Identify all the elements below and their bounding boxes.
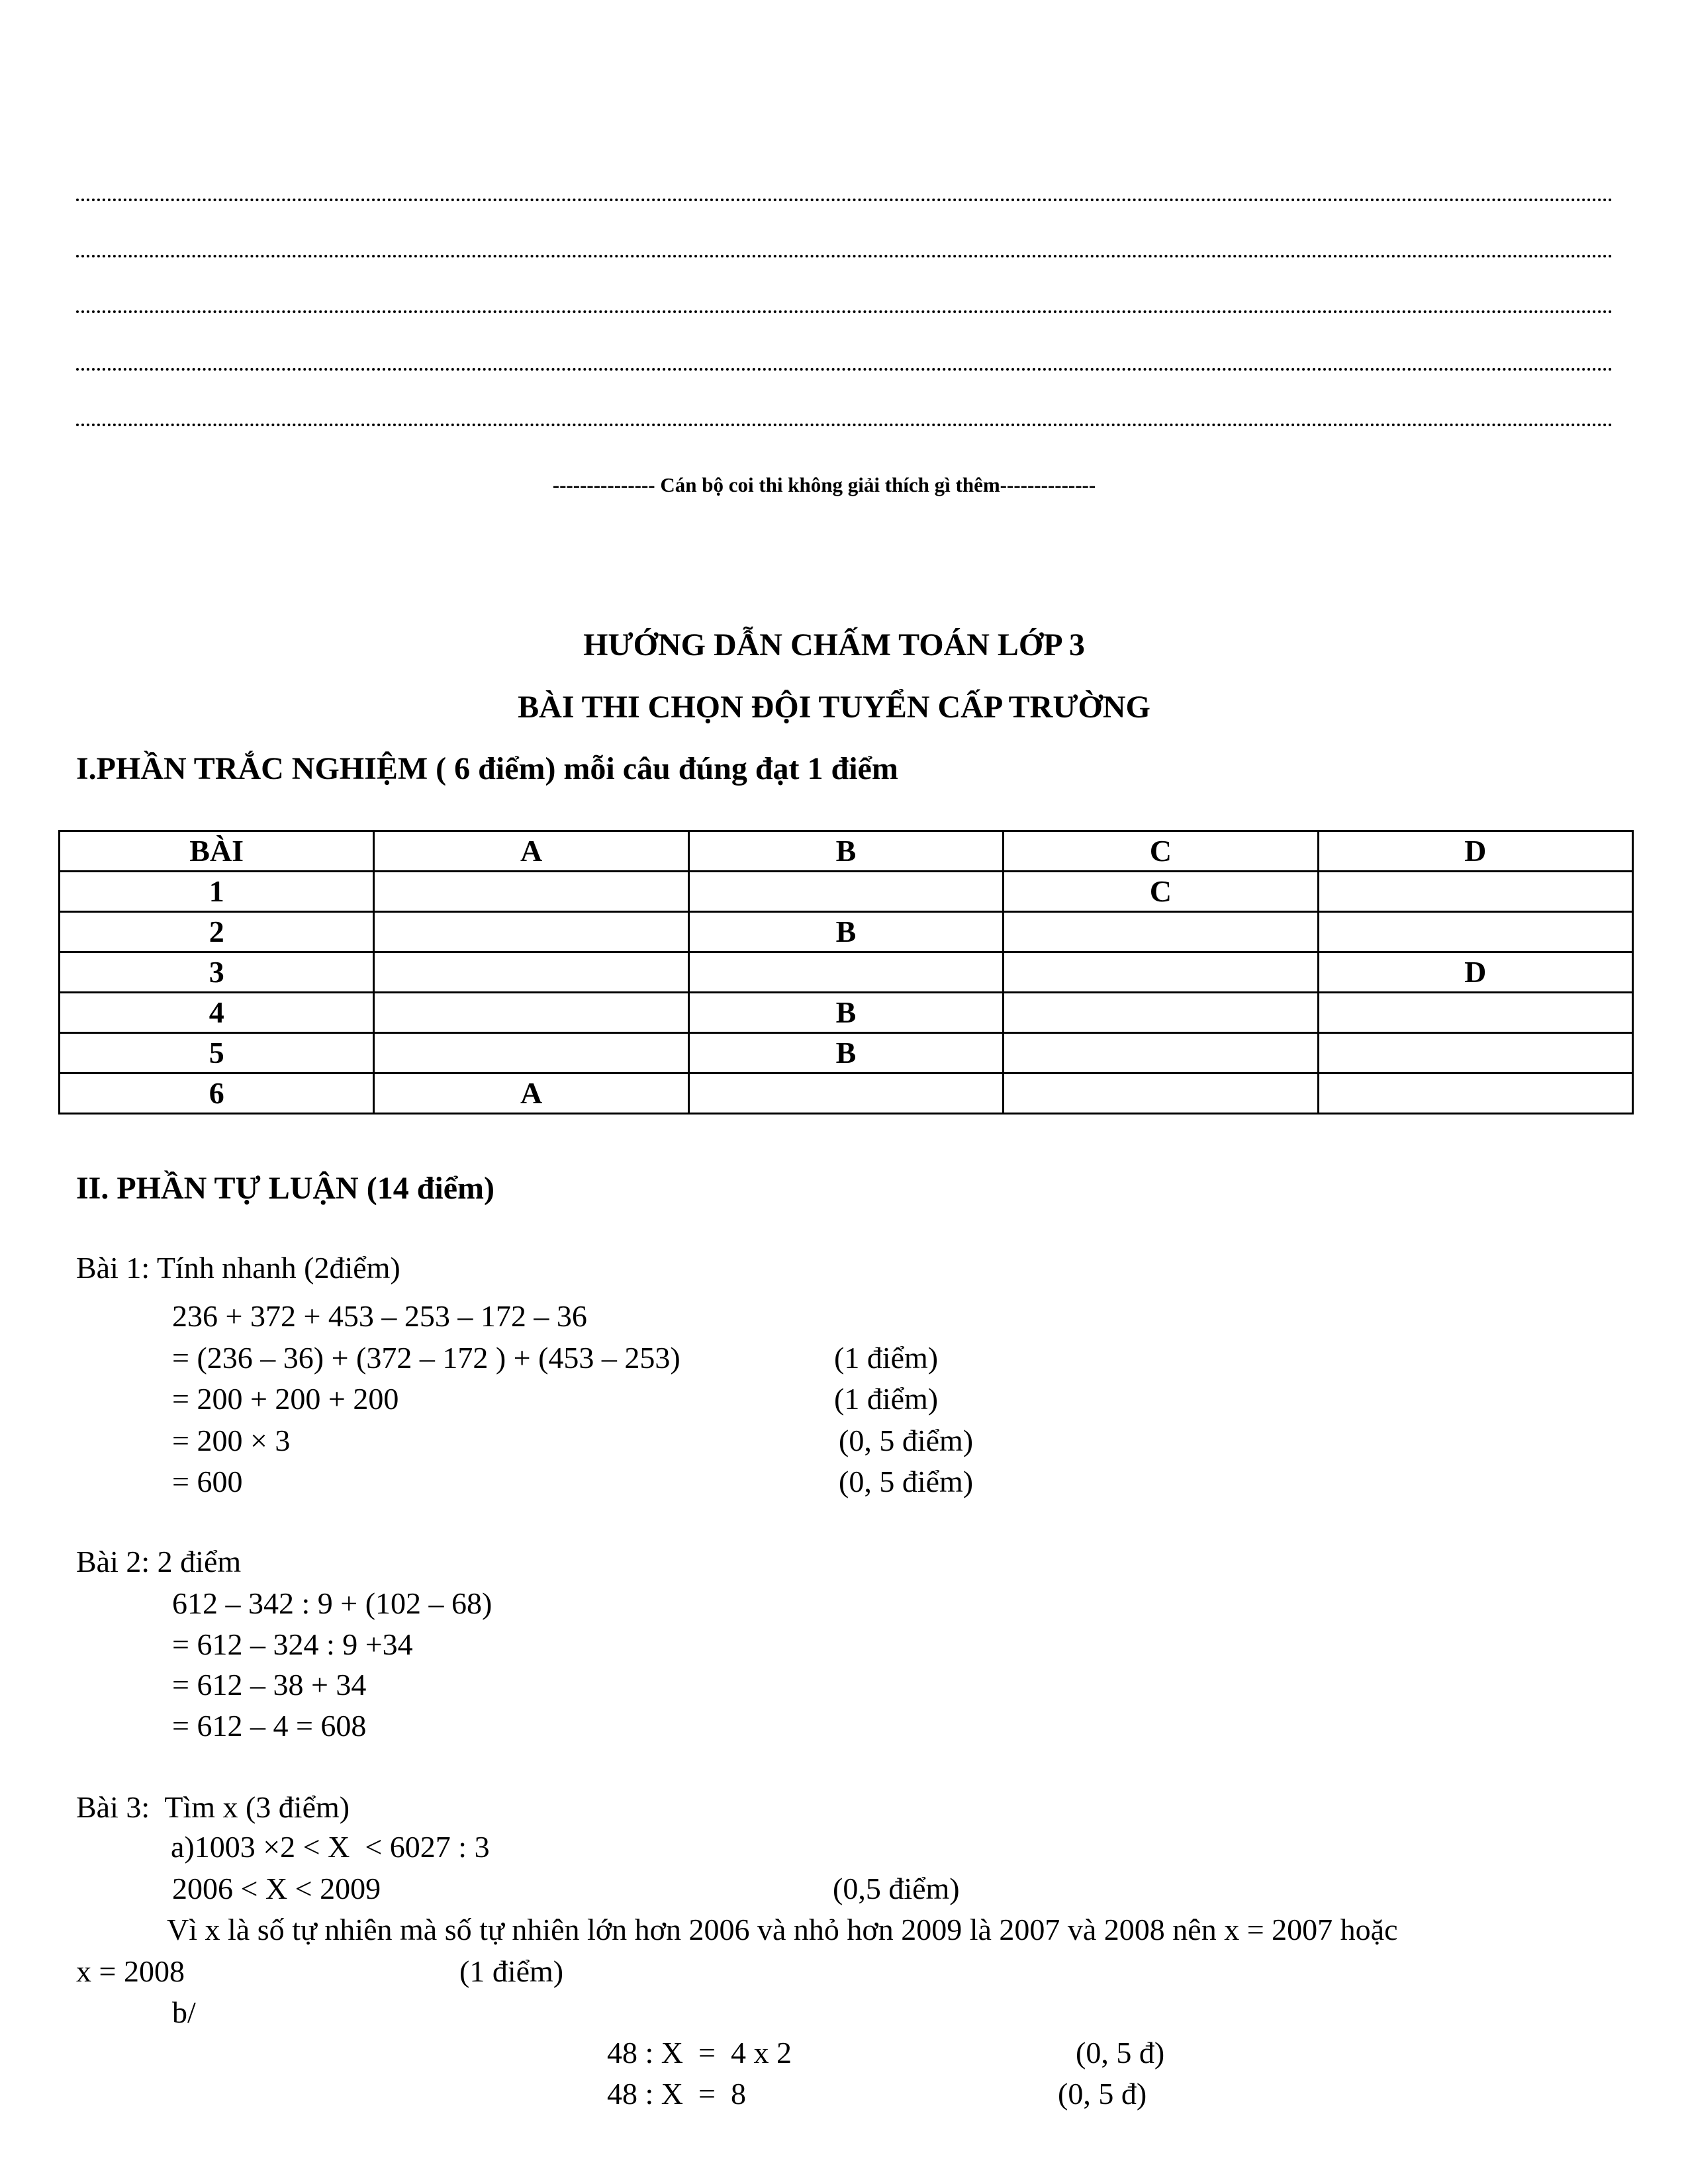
cell xyxy=(1004,993,1318,1033)
bai1-line: = 200 × 3 xyxy=(172,1424,291,1457)
header-cell: C xyxy=(1004,831,1318,872)
page-title: HƯỚNG DẪN CHẤM TOÁN LỚP 3 xyxy=(583,627,1085,662)
answer-line xyxy=(76,310,1613,313)
page-subtitle: BÀI THI CHỌN ĐỘI TUYỂN CẤP TRƯỜNG xyxy=(518,690,1150,725)
bai1-line: = 200 + 200 + 200 xyxy=(172,1382,399,1416)
cell xyxy=(1318,1033,1632,1073)
table-row xyxy=(60,1033,1633,1073)
cell: B xyxy=(688,912,1003,952)
cell: 2 xyxy=(60,912,374,952)
cell: A xyxy=(374,1073,688,1114)
bai3-b-line2: 48 : X = 8 xyxy=(607,2077,746,2111)
table-row xyxy=(60,872,1633,912)
cell xyxy=(1004,1073,1318,1114)
answer-line xyxy=(76,199,1613,201)
bai3-explain2: x = 2008 xyxy=(76,1954,185,1988)
bai3-title: Bài 3: Tìm x (3 điểm) xyxy=(76,1790,350,1824)
cell xyxy=(374,872,688,912)
bai3-b-label: b/ xyxy=(172,1995,196,2029)
bai1-points: (1 điểm) xyxy=(834,1341,939,1375)
table-row xyxy=(60,912,1633,952)
table-row xyxy=(60,952,1633,993)
bai3-explain1: Vì x là số tự nhiên mà số tự nhiên lớn hơn 2006 và nhỏ hơn 2009 là 2007 và 2008 nên x = 2007 hoặc xyxy=(167,1913,1398,1946)
cell xyxy=(374,912,688,952)
cell: B xyxy=(688,1033,1003,1073)
answer-line xyxy=(76,424,1613,426)
cell: D xyxy=(1318,952,1632,993)
cell xyxy=(1318,872,1632,912)
header-cell: D xyxy=(1318,831,1632,872)
bai2-line: = 612 – 4 = 608 xyxy=(172,1709,367,1743)
bai1-points: (0, 5 điểm) xyxy=(839,1424,974,1457)
bai3-explain-points: (1 điểm) xyxy=(459,1954,564,1988)
answer-table xyxy=(58,830,1634,1115)
cell xyxy=(1318,1073,1632,1114)
cell: 3 xyxy=(60,952,374,993)
bai3-b-line1: 48 : X = 4 x 2 xyxy=(607,2036,792,2070)
header-cell: B xyxy=(688,831,1003,872)
table-row xyxy=(60,1073,1633,1114)
cell: 6 xyxy=(60,1073,374,1114)
bai2-title: Bài 2: 2 điểm xyxy=(76,1545,242,1578)
cell xyxy=(1318,912,1632,952)
table-row xyxy=(60,993,1633,1033)
cell xyxy=(688,1073,1003,1114)
cell xyxy=(688,872,1003,912)
bai1-points: (0, 5 điểm) xyxy=(839,1465,974,1498)
section2-heading: II. PHẦN TỰ LUẬN (14 điểm) xyxy=(76,1171,494,1206)
cell: 4 xyxy=(60,993,374,1033)
cell: 5 xyxy=(60,1033,374,1073)
bai1-title: Bài 1: Tính nhanh (2điểm) xyxy=(76,1251,400,1285)
bai1-line: = 600 xyxy=(172,1465,243,1498)
cell xyxy=(1004,912,1318,952)
section1-heading: I.PHẦN TRẮC NGHIỆM ( 6 điểm) mỗi câu đúng đạt 1 điểm xyxy=(76,751,898,786)
header-cell: A xyxy=(374,831,688,872)
header-cell: BÀI xyxy=(60,831,374,872)
table-header-row xyxy=(60,831,1633,872)
cell xyxy=(1004,952,1318,993)
cell: B xyxy=(688,993,1003,1033)
bai2-line: = 612 – 324 : 9 +34 xyxy=(172,1627,413,1661)
bai1-line: = (236 – 36) + (372 – 172 ) + (453 – 253) xyxy=(172,1341,680,1375)
bai3-a-points: (0,5 điểm) xyxy=(833,1872,960,1905)
cell xyxy=(1318,993,1632,1033)
bai2-line: 612 – 342 : 9 + (102 – 68) xyxy=(172,1586,492,1620)
bai2-line: = 612 – 38 + 34 xyxy=(172,1668,367,1702)
answer-line xyxy=(76,368,1613,371)
cell xyxy=(374,952,688,993)
bai3-b-points2: (0, 5 đ) xyxy=(1058,2077,1147,2111)
cell: C xyxy=(1004,872,1318,912)
answer-line xyxy=(76,255,1613,257)
cell: 1 xyxy=(60,872,374,912)
cell xyxy=(688,952,1003,993)
cell xyxy=(1004,1033,1318,1073)
cell xyxy=(374,993,688,1033)
bai1-line: 236 + 372 + 453 – 253 – 172 – 36 xyxy=(172,1299,587,1333)
footer-note: --------------- Cán bộ coi thi không giải thích gì thêm-------------- xyxy=(552,473,1096,496)
bai3-a-line1: a)1003 ×2 < X < 6027 : 3 xyxy=(171,1830,490,1864)
bai1-points: (1 điểm) xyxy=(834,1382,939,1416)
cell xyxy=(374,1033,688,1073)
bai3-a-line2: 2006 < X < 2009 xyxy=(172,1872,381,1905)
bai3-b-points1: (0, 5 đ) xyxy=(1076,2036,1165,2070)
